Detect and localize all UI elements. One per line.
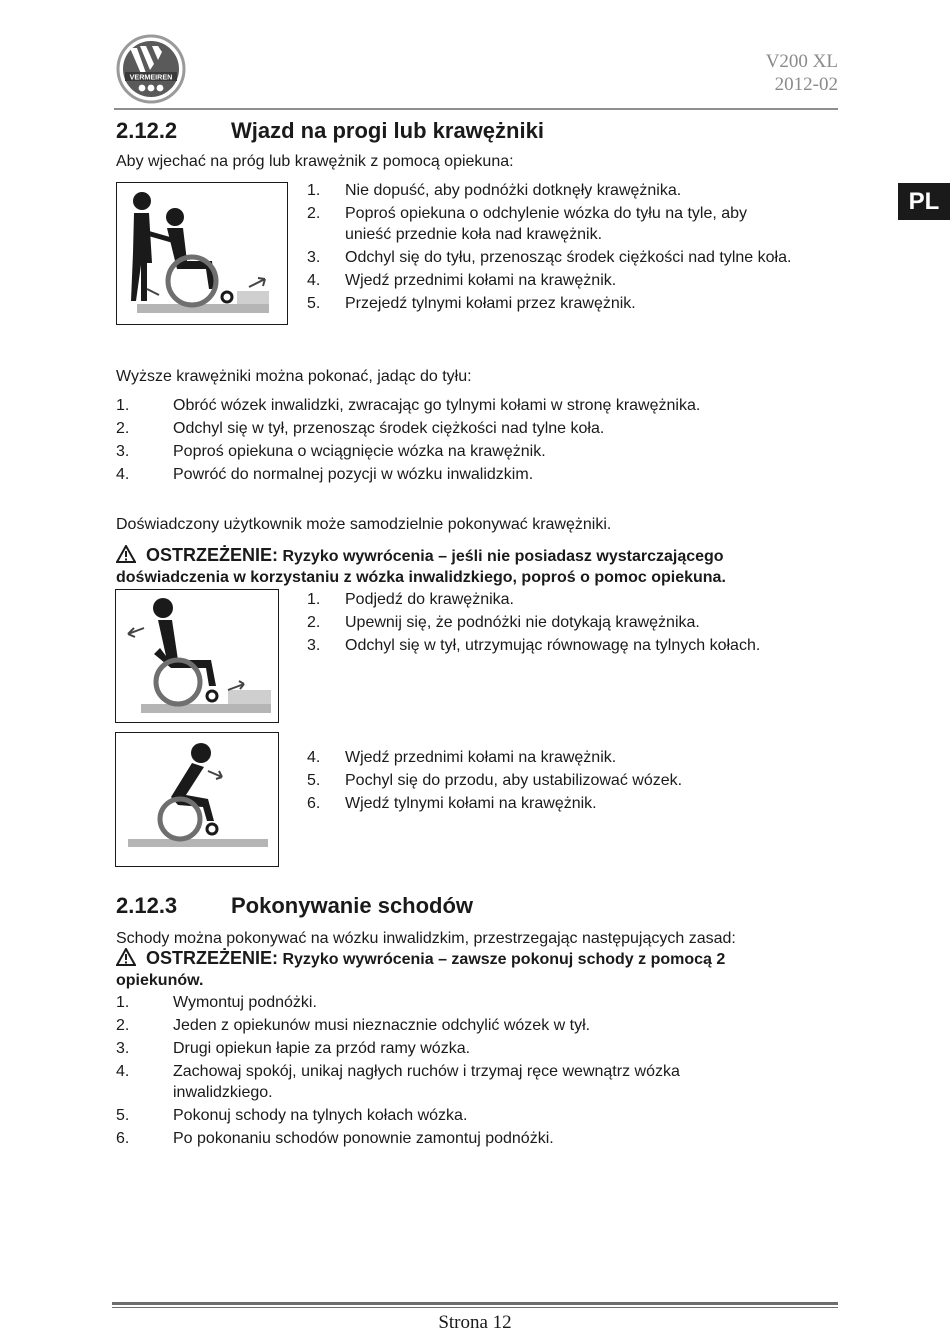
warning-triangle-icon	[116, 948, 136, 966]
list-item: 4. Wjedź przednimi kołami na krawężnik.	[307, 272, 617, 289]
section-title: Wjazd na progi lub krawężniki	[231, 118, 544, 143]
list-item: 3. Odchyl się w tył, utrzymując równowagę na tylnych kołach.	[307, 637, 761, 654]
warning-label: OSTRZEŻENIE:	[146, 545, 279, 565]
section-heading-2-12-3	[116, 893, 473, 919]
list-item: 6. Wjedź tylnymi kołami na krawężnik.	[307, 795, 597, 812]
list-item: 5. Pokonuj schody na tylnych kołach wózka.	[116, 1107, 468, 1124]
list-item: 4. Wjedź przednimi kołami na krawężnik.	[307, 749, 617, 766]
warning-tipping-experience	[116, 545, 836, 588]
list-item: 5. Pochyl się do przodu, aby ustabilizować wózek.	[307, 772, 683, 789]
solo-curb-steps-b	[307, 747, 827, 816]
list-item: 3. Odchyl się do tyłu, przenosząc środek ciężkości nad tylne koła.	[307, 249, 792, 266]
svg-text:VERMEIREN: VERMEIREN	[129, 72, 173, 82]
language-tab: PL	[898, 183, 950, 220]
footer-rule	[112, 1302, 838, 1305]
section-heading-2-12-2	[116, 118, 544, 144]
warning-label: OSTRZEŻENIE:	[146, 948, 279, 968]
section-title: Pokonywanie schodów	[231, 893, 474, 918]
solo-curb-steps-a	[307, 589, 827, 658]
list-item: 2. Poproś opiekuna o odchylenie wózka do tyłu na tyle, aby unieść przednie koła nad krawężnik.	[307, 205, 748, 243]
stairs-intro: Schody można pokonywać na wózku inwalidzkim, przestrzegając następujących zasad:	[116, 930, 736, 947]
assisted-curb-steps	[307, 180, 797, 316]
list-item: 4. Powróć do normalnej pozycji w wózku inwalidzkim.	[116, 466, 534, 483]
list-item: 1. Nie dopuść, aby podnóżki dotknęły krawężnika.	[307, 182, 682, 199]
revision-date: 2012-02	[774, 74, 838, 95]
page-number: Strona 12	[438, 1312, 512, 1333]
list-item: 3. Poproś opiekuna o wciągnięcie wózka na krawężnik.	[116, 443, 546, 460]
list-item: 2. Odchyl się w tył, przenosząc środek ciężkości nad tylne koła.	[116, 420, 605, 437]
backward-steps	[116, 395, 816, 487]
section-number: 2.12.3	[116, 893, 178, 918]
warning-text: Ryzyko wywrócenia – jeśli nie posiadasz wystarczającego doświadczenia w korzystaniu z wózka inwalidzkiego, poproś o pomoc opiekuna.	[116, 548, 726, 586]
assisted-curb-illustration	[116, 182, 288, 325]
experienced-intro: Doświadczony użytkownik może samodzielnie pokonywać krawężniki.	[116, 516, 612, 533]
model-name: V200 XL	[765, 51, 838, 72]
list-item: 2. Jeden z opiekunów musi nieznacznie odchylić wózek w tył.	[116, 1017, 591, 1034]
stairs-steps	[116, 992, 756, 1151]
section-number: 2.12.2	[116, 118, 178, 143]
vermeiren-logo	[116, 34, 186, 104]
list-item: 1. Podjedź do krawężnika.	[307, 591, 514, 608]
list-item: 1. Obróć wózek inwalidzki, zwracając go tylnymi kołami w stronę krawężnika.	[116, 397, 701, 414]
solo-curb-lean-back-illustration	[115, 589, 279, 723]
list-item: 3. Drugi opiekun łapie za przód ramy wózka.	[116, 1040, 471, 1057]
list-item: 6. Po pokonaniu schodów ponownie zamontuj podnóżki.	[116, 1130, 554, 1147]
footer-rule-thin	[112, 1307, 838, 1308]
list-item: 5. Przejedź tylnymi kołami przez krawężnik.	[307, 295, 636, 312]
backward-intro: Wyższe krawężniki można pokonać, jadąc do tyłu:	[116, 368, 472, 385]
document-info	[766, 50, 838, 96]
solo-curb-lean-forward-illustration	[115, 732, 279, 867]
list-item: 2. Upewnij się, że podnóżki nie dotykają krawężnika.	[307, 614, 700, 631]
warning-tipping-stairs	[116, 948, 816, 991]
warning-triangle-icon	[116, 545, 136, 563]
header-rule	[114, 108, 838, 110]
list-item: 1. Wymontuj podnóżki.	[116, 994, 317, 1011]
list-item: 4. Zachowaj spokój, unikaj nagłych ruchów i trzymaj ręce wewnątrz wózka inwalidzkiego.	[116, 1063, 680, 1101]
warning-text: Ryzyko wywrócenia – zawsze pokonuj schody z pomocą 2 opiekunów.	[116, 951, 726, 989]
curb-assisted-intro: Aby wjechać na próg lub krawężnik z pomocą opiekuna:	[116, 153, 514, 170]
